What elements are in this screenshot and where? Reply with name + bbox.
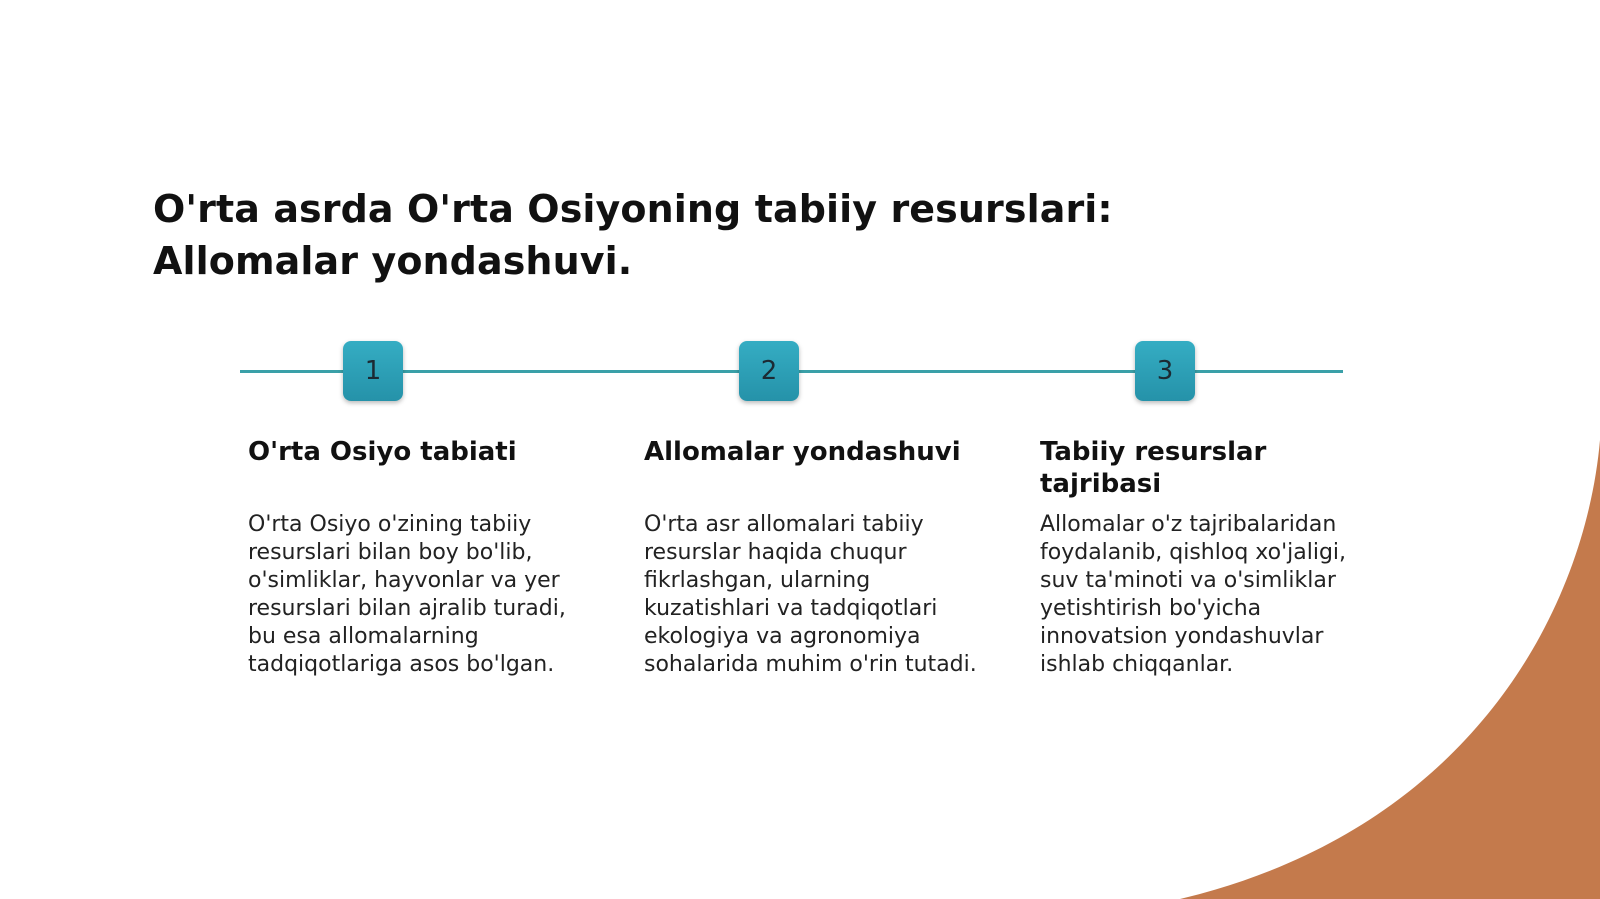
step-badge-2: 2 (739, 341, 799, 401)
step-column-3 (1040, 436, 1385, 677)
step-description: O'rta Osiyo o'zining tabiiy resurslari bilan boy bo'lib, o'simliklar, hayvonlar va yer resurslari bilan ajralib turadi, bu esa allomalarning tadqiqotlariga asos bo'lgan. (248, 512, 566, 677)
step-column-1 (248, 436, 593, 677)
step-heading: Allomalar yondashuvi (644, 437, 961, 467)
step-description: O'rta asr allomalari tabiiy resurslar haqida chuqur fikrlashgan, ularning kuzatishlari va tadqiqotlari ekologiya va agronomiya sohalarida muhim o'rin tutadi. (644, 512, 977, 677)
step-badge-3: 3 (1135, 341, 1195, 401)
step-badge-1: 1 (343, 341, 403, 401)
step-heading: O'rta Osiyo tabiati (248, 437, 517, 467)
step-heading: Tabiiy resurslar tajribasi (1040, 437, 1267, 499)
page-title: O'rta asrda O'rta Osiyoning tabiiy resurslari: Allomalar yondashuvi. (153, 187, 1113, 283)
step-column-2 (644, 436, 989, 677)
step-description: Allomalar o'z tajribalaridan foydalanib, qishloq xo'jaligi, suv ta'minoti va o'simliklar yetishtirish bo'yicha innovatsion yondashuvlar ishlab chiqqanlar. (1040, 512, 1347, 677)
